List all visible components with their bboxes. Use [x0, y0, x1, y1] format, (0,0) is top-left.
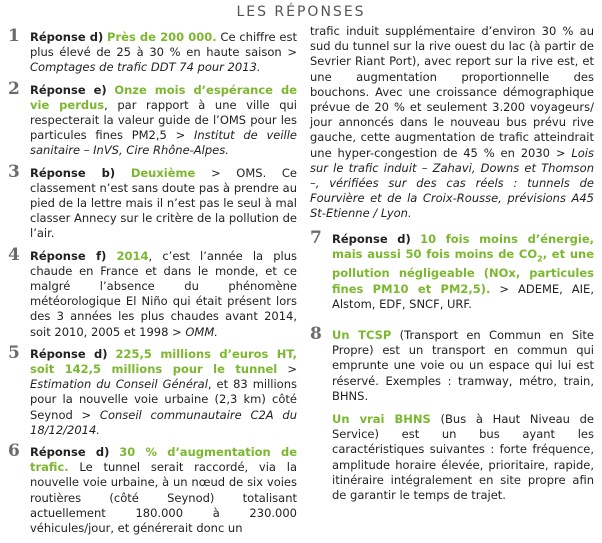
answer-label: Réponse d) [332, 231, 411, 246]
bhns-text: (Bus à Haut Niveau de Service) est un bus ayant les caractéristiques suivantes : forte fréquence, amplitude horaire élevée, prioritaire, rapide, itinéraire intégralement en site propre afin de garantir le temps de trajet. [332, 411, 594, 502]
answer-4 [8, 244, 297, 340]
answer-number: 1 [8, 26, 20, 46]
answer-5 [8, 342, 297, 438]
answer-text: Ce chiffre est plus élevé de 25 à 30 % en haute saison > [30, 30, 297, 60]
tcsp-text: (Transport en Commun en Site Propre) est un transport en commun qui emprunte une voie ou un espace qui lui est réservé. Exemples : tramway, métro, train, BHNS. [332, 327, 594, 403]
answer-6 [8, 441, 298, 536]
answer-label: Réponse d) [30, 445, 110, 460]
answer-text-2: , et 83 millions pour la nouvelle voie urbaine (2,3 km) côté Seynod > [30, 377, 297, 422]
answer-number: 3 [8, 161, 20, 182]
right-column [310, 24, 594, 511]
answer-highlight: Près de 200 000. [107, 30, 217, 44]
answer-3 [8, 161, 298, 242]
answer-number: 4 [8, 244, 20, 265]
answer-highlight: Deuxième [130, 165, 196, 180]
tcsp-label: Un TCSP [332, 327, 392, 342]
answer-6-continued [310, 24, 594, 222]
answer-highlight: Onze mois d’espérance de vie perdus [30, 82, 297, 112]
answer-source: Lois sur le trafic induit – Zahavi, Downs et Thomson –, vérifiées sur des cas réels : tunnels de Fourvière et de la Croix-Rousse, prévisions A45 St-Etienne / Lyon. [310, 145, 594, 221]
answer-2 [8, 78, 297, 159]
answer-1 [8, 26, 297, 76]
answer-source-2: Conseil communautaire C2A du 18/12/2014. [30, 407, 297, 437]
answer-label: Réponse d) [30, 30, 104, 44]
answer-source: > ADEME, AIE, Alstom, EDF, SNCF, URF. [332, 281, 594, 311]
left-column [8, 26, 298, 543]
answer-label: Réponse f) [30, 248, 107, 263]
answer-number: 7 [310, 227, 322, 248]
answer-source: OMM. [185, 324, 218, 339]
page-title: LES RÉPONSES [236, 4, 366, 20]
answer-highlight: 225,5 millions d’euros HT, soit 142,5 millions pour le tunnel [30, 346, 297, 377]
answer-source: Comptages de trafic DDT 74 pour 2013. [30, 60, 261, 75]
answer-source: Institut de veille sanitaire – InVS, Cire Rhône-Alpes. [30, 128, 297, 158]
answer-number: 5 [8, 342, 20, 363]
tcsp-definition [332, 328, 594, 404]
answer-source: Estimation du Conseil Général [30, 377, 208, 392]
answer-highlight: 10 fois moins d’énergie, mais aussi 50 fois moins de $CO_2$, et une pollution négligeable (NOx, particules fines PM10 et PM2,5). [332, 231, 594, 296]
answer-label: Réponse b) [30, 165, 116, 180]
answer-number: 8 [310, 323, 322, 344]
answer-text: Le tunnel serait raccordé, via la nouvelle voie urbaine, à un nœud de six voies routières (côté Seynod) totalisant actuellement 180.000 à 230.000 véhicules/jour, et générerait donc un [30, 460, 297, 536]
answer-highlight: 2014 [116, 248, 149, 263]
answer-label: Réponse e) [30, 82, 107, 97]
bhns-definition [332, 412, 594, 503]
answer-text: > OMS. Ce classement n’est sans doute pas à prendre au pied de la lettre mais il n’est pas le seul à mal classer Annecy sur le critère de la pollution de l’air. [30, 165, 298, 241]
answer-8 [310, 323, 594, 503]
answer-text: > [277, 362, 297, 377]
bhns-label: Un vrai BHNS [332, 411, 431, 426]
answer-text: trafic induit supplémentaire d’environ 30 % au sud du tunnel sur la rive ouest du lac (à partir de Sevrier Riant Port), avec report sur la rive est, et une augmentation proportionnelle des bouchons. Avec une croissance démographique prévue de 20 % et seulement 3.200 voyageurs/ jour annoncés dans le nouveau bus prévu rive gauche, cette augmentation de trafic atteindrait une hyper-congestion de 45 % en 2030 > [310, 24, 594, 160]
answer-text: , par rapport à une ville qui respecterait la valeur guide de l’OMS pour les particules fines PM2,5 > [30, 97, 297, 143]
answer-number: 6 [8, 441, 20, 462]
answer-highlight: 30 % d’augmentation de trafic. [30, 445, 298, 475]
answer-7 [310, 227, 594, 312]
answer-number: 2 [8, 78, 20, 99]
answer-label: Réponse d) [30, 346, 108, 361]
answer-text: , c’est l’année la plus chaude en France et dans le monde, et ce malgré l’absence du phénomène météorologique El Niño qui était présent lors des 3 années les plus chaudes avant 2014, soit 2010, 2005 et 1998 > [30, 248, 297, 339]
